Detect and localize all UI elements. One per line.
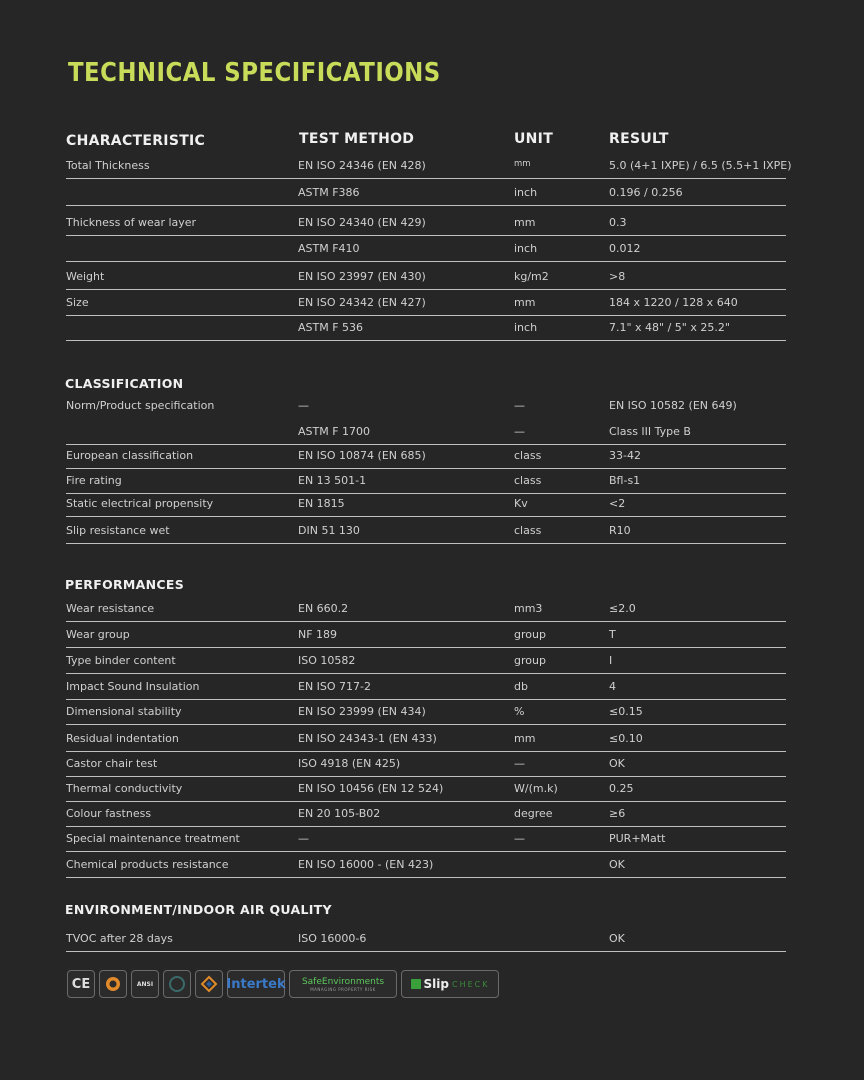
unit-cell: W/(m.k)	[514, 782, 558, 795]
test-method-cell: —	[298, 399, 309, 412]
slipcheck-logo	[401, 970, 499, 998]
unit-cell: inch	[514, 186, 538, 199]
characteristic-cell: Residual indentation	[66, 732, 179, 745]
characteristic-cell: Wear resistance	[66, 602, 155, 615]
table-row	[66, 491, 786, 517]
table-row	[66, 518, 786, 544]
table-row	[66, 419, 786, 445]
section-title-environment: ENVIRONMENT/INDOOR AIR QUALITY	[65, 902, 332, 917]
row-divider	[66, 951, 786, 952]
unit-cell: class	[514, 524, 542, 537]
row-divider	[66, 516, 786, 517]
test-method-cell: EN ISO 717-2	[298, 680, 372, 693]
unit-cell: class	[514, 449, 542, 462]
unit-cell: —	[514, 832, 525, 845]
test-method-cell: EN ISO 23999 (EN 434)	[298, 705, 426, 718]
unit-cell: group	[514, 654, 546, 667]
unit-cell: mm3	[514, 602, 543, 615]
safe-environments-label: SafeEnvironments	[301, 976, 385, 987]
unit-cell: —	[514, 425, 525, 438]
ansi-logo: ANSI	[131, 970, 159, 998]
iso-logo	[163, 970, 191, 998]
characteristic-cell: Chemical products resistance	[66, 858, 229, 871]
test-method-cell: EN ISO 24342 (EN 427)	[298, 296, 426, 309]
result-cell: 0.3	[609, 216, 627, 229]
safe-environments-logo	[289, 970, 397, 998]
header-result: RESULT	[609, 131, 669, 147]
characteristic-cell: Slip resistance wet	[66, 524, 170, 537]
test-method-cell: ISO 10582	[298, 654, 356, 667]
test-method-cell: EN 1815	[298, 497, 345, 510]
result-cell: ≥6	[609, 807, 626, 820]
result-cell: 4	[609, 680, 616, 693]
unit-cell: db	[514, 680, 528, 693]
unit-cell: kg/m2	[514, 270, 549, 283]
test-method-cell: DIN 51 130	[298, 524, 360, 537]
characteristic-cell: Fire rating	[66, 474, 122, 487]
unit-cell: inch	[514, 242, 538, 255]
floorscore-logo	[99, 970, 127, 998]
row-divider	[66, 261, 786, 262]
characteristic-cell: Special maintenance treatment	[66, 832, 240, 845]
result-cell: Bfl-s1	[609, 474, 641, 487]
result-cell: ≤0.15	[609, 705, 643, 718]
unit-cell: class	[514, 474, 542, 487]
test-method-cell: EN ISO 10456 (EN 12 524)	[298, 782, 444, 795]
test-method-cell: EN ISO 16000 - (EN 423)	[298, 858, 434, 871]
table-row	[66, 264, 786, 290]
characteristic-cell: Weight	[66, 270, 105, 283]
unit-cell: inch	[514, 321, 538, 334]
row-divider	[66, 340, 786, 341]
header-characteristic: CHARACTERISTIC	[66, 133, 206, 149]
result-cell: I	[609, 654, 613, 667]
result-cell: OK	[609, 858, 625, 871]
result-cell: Class III Type B	[609, 425, 691, 438]
table-row	[66, 180, 786, 206]
table-row	[66, 596, 786, 622]
table-row	[66, 826, 786, 852]
unit-cell: —	[514, 399, 525, 412]
header-test-method: TEST METHOD	[299, 131, 415, 147]
table-row	[66, 236, 786, 262]
test-method-cell: EN ISO 24340 (EN 429)	[298, 216, 426, 229]
result-cell: 5.0 (4+1 IXPE) / 6.5 (5.5+1 IXPE)	[609, 159, 792, 172]
slipcheck-label: Slip	[423, 977, 449, 991]
result-cell: ≤2.0	[609, 602, 636, 615]
table-row	[66, 443, 786, 469]
row-divider	[66, 877, 786, 878]
test-method-cell: ASTM F410	[298, 242, 360, 255]
unit-cell: mm	[514, 159, 531, 169]
test-method-cell: ASTM F 1700	[298, 425, 371, 438]
result-cell: 33-42	[609, 449, 641, 462]
unit-cell: group	[514, 628, 546, 641]
ce-mark: CE	[67, 970, 95, 998]
row-divider	[66, 178, 786, 179]
safe-environments-sub: MANAGING PROPERTY RISK	[310, 986, 376, 992]
row-divider	[66, 724, 786, 725]
test-method-cell: EN ISO 10874 (EN 685)	[298, 449, 426, 462]
test-method-cell: —	[298, 832, 309, 845]
page-title: TECHNICAL SPECIFICATIONS	[68, 58, 441, 88]
table-row	[66, 315, 786, 341]
result-cell: >8	[609, 270, 626, 283]
test-method-cell: ISO 16000-6	[298, 932, 367, 945]
characteristic-cell: Colour fastness	[66, 807, 152, 820]
table-row	[66, 674, 786, 700]
table-row	[66, 393, 786, 419]
test-method-cell: ISO 4918 (EN 425)	[298, 757, 401, 770]
check-icon	[411, 979, 421, 989]
result-cell: OK	[609, 932, 625, 945]
test-method-cell: EN 660.2	[298, 602, 349, 615]
table-row	[66, 622, 786, 648]
unit-cell: degree	[514, 807, 553, 820]
unit-cell: %	[514, 705, 525, 718]
greenguard-logo	[195, 970, 223, 998]
characteristic-cell: Static electrical propensity	[66, 497, 214, 510]
characteristic-cell: Norm/Product specification	[66, 399, 215, 412]
result-cell: R10	[609, 524, 631, 537]
characteristic-cell: Size	[66, 296, 89, 309]
test-method-cell: EN 20 105-B02	[298, 807, 381, 820]
unit-cell: mm	[514, 216, 536, 229]
result-cell: 184 x 1220 / 128 x 640	[609, 296, 738, 309]
header-unit: UNIT	[514, 131, 554, 147]
result-cell: EN ISO 10582 (EN 649)	[609, 399, 737, 412]
result-cell: 0.196 / 0.256	[609, 186, 683, 199]
characteristic-cell: Total Thickness	[66, 159, 150, 172]
result-cell: <2	[609, 497, 626, 510]
characteristic-cell: Type binder content	[66, 654, 176, 667]
test-method-cell: ASTM F386	[298, 186, 360, 199]
section-title-performances: PERFORMANCES	[65, 577, 185, 592]
result-cell: 7.1" x 48" / 5" x 25.2"	[609, 321, 730, 334]
table-row	[66, 153, 792, 179]
test-method-cell: EN ISO 23997 (EN 430)	[298, 270, 426, 283]
table-row	[66, 751, 786, 777]
result-cell: T	[609, 628, 616, 641]
table-row	[66, 290, 786, 316]
intertek-logo: Intertek	[227, 970, 285, 998]
characteristic-cell: European classification	[66, 449, 194, 462]
test-method-cell: EN ISO 24346 (EN 428)	[298, 159, 426, 172]
unit-cell: —	[514, 757, 525, 770]
characteristic-cell: Wear group	[66, 628, 130, 641]
result-cell: PUR+Matt	[609, 832, 666, 845]
row-divider	[66, 205, 786, 206]
table-row	[66, 776, 786, 802]
table-row	[66, 852, 786, 878]
table-row	[66, 726, 786, 752]
slipcheck-label-2: CHECK	[451, 979, 490, 989]
result-cell: OK	[609, 757, 625, 770]
result-cell: 0.012	[609, 242, 641, 255]
table-row	[66, 210, 786, 236]
unit-cell: mm	[514, 732, 536, 745]
section-title-classification: CLASSIFICATION	[65, 376, 184, 391]
certification-logos	[67, 970, 499, 998]
row-divider	[66, 543, 786, 544]
test-method-cell: EN 13 501-1	[298, 474, 367, 487]
result-cell: ≤0.10	[609, 732, 643, 745]
characteristic-cell: Dimensional stability	[66, 705, 182, 718]
table-row	[66, 699, 786, 725]
result-cell: 0.25	[609, 782, 634, 795]
test-method-cell: NF 189	[298, 628, 338, 641]
characteristic-cell: Castor chair test	[66, 757, 158, 770]
test-method-cell: ASTM F 536	[298, 321, 364, 334]
unit-cell: mm	[514, 296, 536, 309]
characteristic-cell: Thickness of wear layer	[66, 216, 197, 229]
table-row	[66, 926, 786, 952]
characteristic-cell: Thermal conductivity	[66, 782, 183, 795]
table-row	[66, 801, 786, 827]
unit-cell: Kv	[514, 497, 528, 510]
table-row	[66, 648, 786, 674]
test-method-cell: EN ISO 24343-1 (EN 433)	[298, 732, 437, 745]
characteristic-cell: TVOC after 28 days	[66, 932, 173, 945]
characteristic-cell: Impact Sound Insulation	[66, 680, 200, 693]
